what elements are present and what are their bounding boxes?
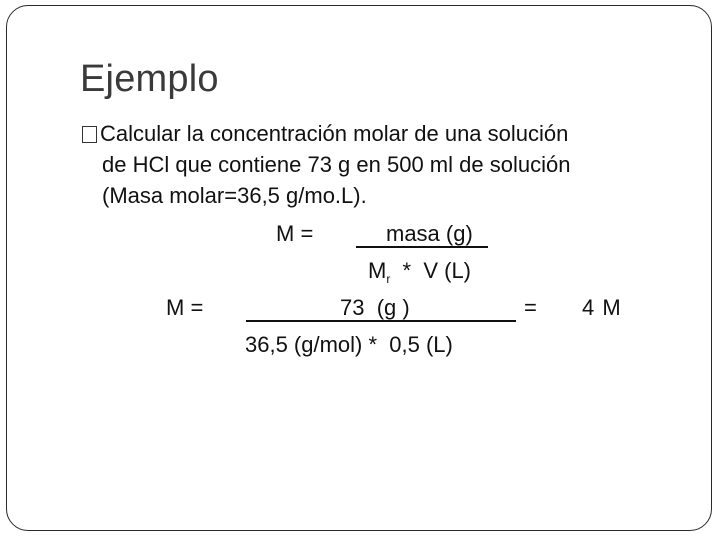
formula-denominator: $M_r$ * V (L) xyxy=(368,258,472,286)
problem-line-1: Calcular la concentración molar de una solución xyxy=(82,118,682,149)
problem-line-2: de HCl que contiene 73 g en 500 ml de solución xyxy=(102,152,571,177)
formula-lhs: M = xyxy=(276,221,314,246)
calculation-equals: = xyxy=(524,295,537,320)
problem-line-3: (Masa molar=36,5 g/mo.L). xyxy=(102,183,367,208)
calculation-numerator: 73 (g ) xyxy=(340,295,410,320)
slide-title: Ejemplo xyxy=(80,58,219,100)
square-bullet-icon xyxy=(82,126,97,143)
calculation-result: 4 M xyxy=(582,295,622,320)
calculation-lhs: M = xyxy=(166,295,204,320)
problem-statement xyxy=(82,118,682,211)
formula-numerator: masa (g) xyxy=(386,221,473,246)
calculation-denominator: 36,5 (g/mol) * 0,5 (L) xyxy=(245,332,453,357)
calculation-fraction-bar xyxy=(246,320,516,322)
formula-fraction-bar xyxy=(356,246,488,248)
